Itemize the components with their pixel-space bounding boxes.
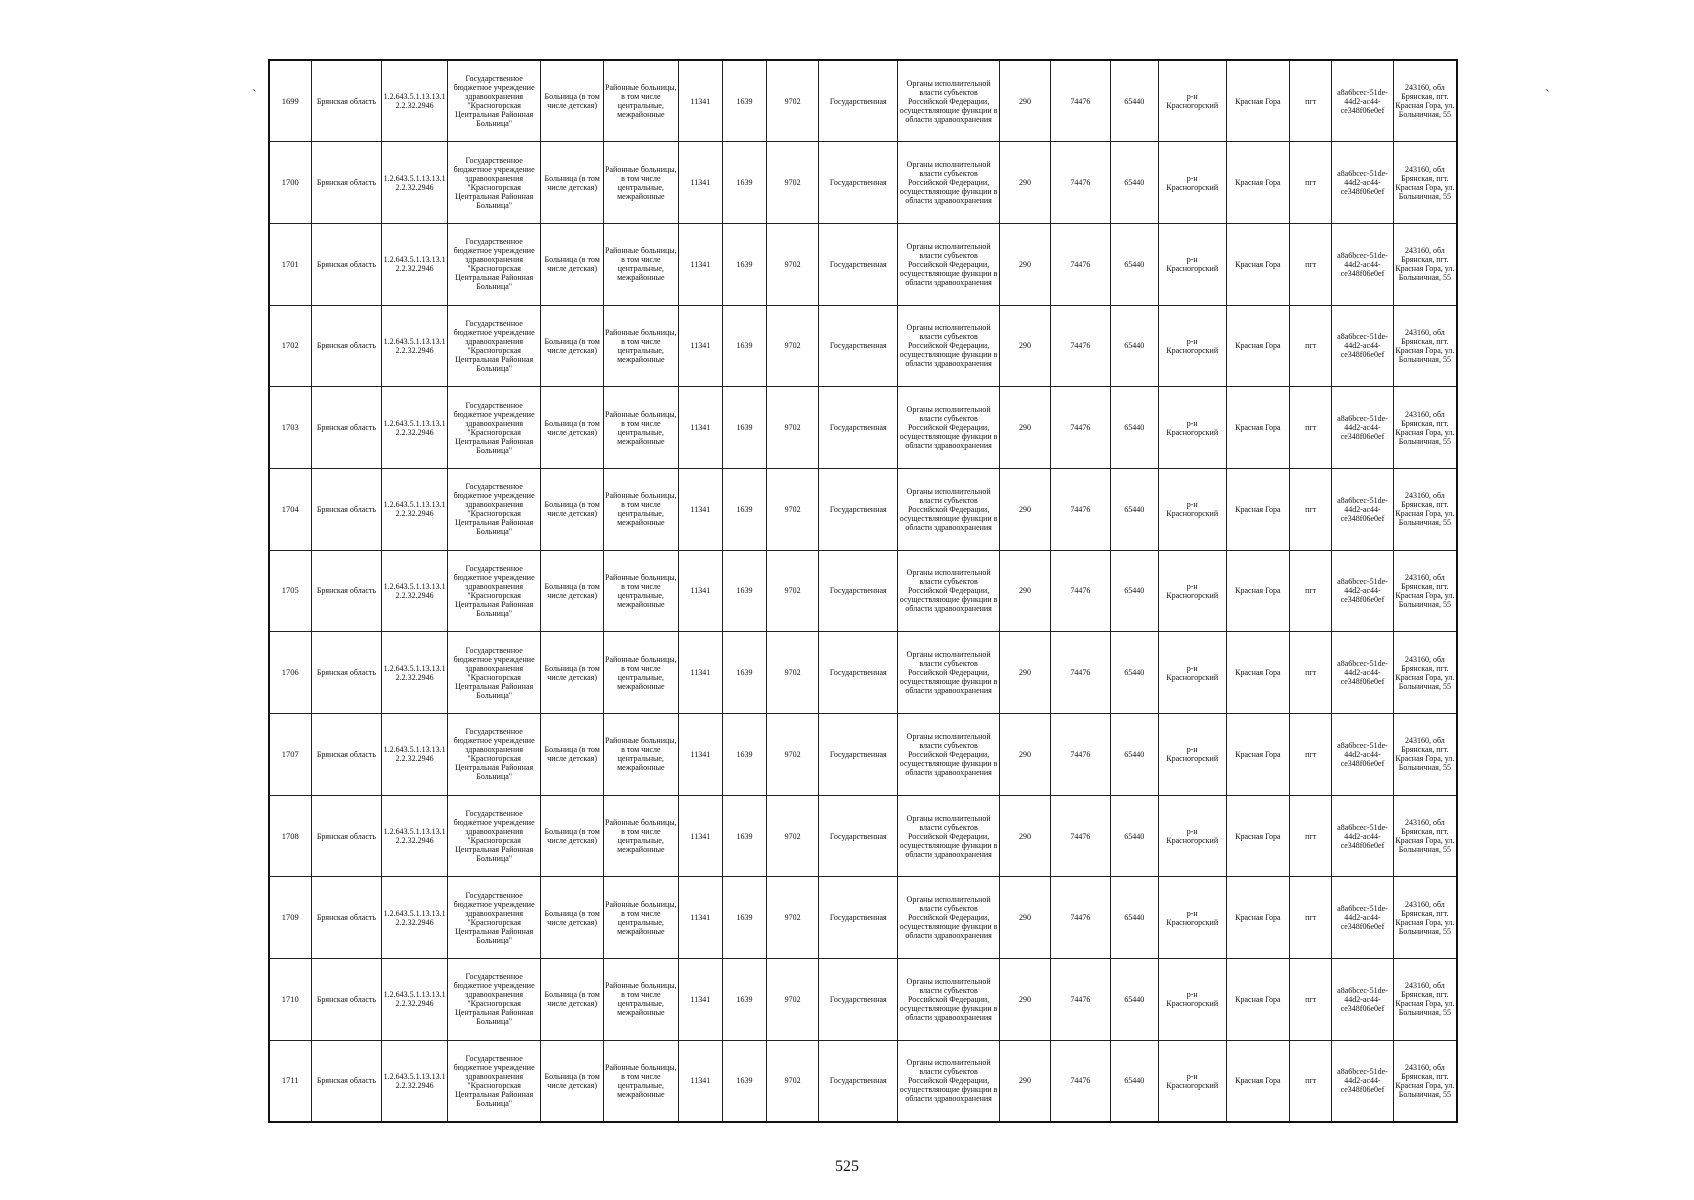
code3-cell: 9702 xyxy=(767,60,819,142)
table-row xyxy=(269,714,1457,796)
address-cell: 243160, обл Брянская, пгт. Красная Гора, ул. Больничная, 55 xyxy=(1393,714,1457,796)
code6-cell: 65440 xyxy=(1110,1040,1158,1122)
organization-name-cell: Государственное бюджетное учреждение здравоохранения "Красногорская Центральная Районная Больница" xyxy=(447,223,540,305)
ownership-cell: Государственная xyxy=(819,468,898,550)
organization-name-cell: Государственное бюджетное учреждение здравоохранения "Красногорская Центральная Районная Больница" xyxy=(447,468,540,550)
code1-cell: 11341 xyxy=(678,959,722,1041)
guid-cell: a8a6bcec-51de-44d2-ac44-ce348f06e0ef xyxy=(1332,223,1394,305)
row-number-cell: 1703 xyxy=(269,387,311,469)
region-cell: Брянская область xyxy=(311,60,382,142)
organization-name-cell: Государственное бюджетное учреждение здравоохранения "Красногорская Центральная Районная Больница" xyxy=(447,795,540,877)
table-row xyxy=(269,877,1457,959)
code3-cell: 9702 xyxy=(767,959,819,1041)
address-cell: 243160, обл Брянская, пгт. Красная Гора, ул. Больничная, 55 xyxy=(1393,223,1457,305)
oid-cell: 1.2.643.5.1.13.13.12.2.32.2946 xyxy=(382,468,448,550)
table-row xyxy=(269,1040,1457,1122)
facility-subtype-cell: Районные больницы, в том числе центральные, межрайонные xyxy=(603,714,678,796)
scan-mark-right: ` xyxy=(1545,88,1550,103)
oid-cell: 1.2.643.5.1.13.13.12.2.32.2946 xyxy=(382,632,448,714)
settlement-cell: Красная Гора xyxy=(1226,877,1290,959)
district-cell: р-н Красногорский xyxy=(1158,714,1226,796)
code6-cell: 65440 xyxy=(1110,877,1158,959)
facility-subtype-cell: Районные больницы, в том числе центральные, межрайонные xyxy=(603,468,678,550)
guid-cell: a8a6bcec-51de-44d2-ac44-ce348f06e0ef xyxy=(1332,387,1394,469)
organization-name-cell: Государственное бюджетное учреждение здравоохранения "Красногорская Центральная Районная Больница" xyxy=(447,387,540,469)
ownership-cell: Государственная xyxy=(819,142,898,224)
code4-cell: 290 xyxy=(999,550,1050,632)
code5-cell: 74476 xyxy=(1051,142,1111,224)
table-row xyxy=(269,632,1457,714)
district-cell: р-н Красногорский xyxy=(1158,468,1226,550)
settlement-type-cell: пгт xyxy=(1290,877,1332,959)
settlement-type-cell: пгт xyxy=(1290,959,1332,1041)
region-cell: Брянская область xyxy=(311,877,382,959)
code1-cell: 11341 xyxy=(678,1040,722,1122)
row-number-cell: 1704 xyxy=(269,468,311,550)
code4-cell: 290 xyxy=(999,877,1050,959)
row-number-cell: 1711 xyxy=(269,1040,311,1122)
code4-cell: 290 xyxy=(999,1040,1050,1122)
settlement-cell: Красная Гора xyxy=(1226,550,1290,632)
organization-name-cell: Государственное бюджетное учреждение здравоохранения "Красногорская Центральная Районная Больница" xyxy=(447,142,540,224)
settlement-type-cell: пгт xyxy=(1290,305,1332,387)
facility-type-cell: Больница (в том числе детская) xyxy=(541,877,604,959)
region-cell: Брянская область xyxy=(311,959,382,1041)
table-row xyxy=(269,795,1457,877)
code3-cell: 9702 xyxy=(767,714,819,796)
facility-subtype-cell: Районные больницы, в том числе центральные, межрайонные xyxy=(603,142,678,224)
facility-subtype-cell: Районные больницы, в том числе центральные, межрайонные xyxy=(603,795,678,877)
code6-cell: 65440 xyxy=(1110,795,1158,877)
organization-name-cell: Государственное бюджетное учреждение здравоохранения "Красногорская Центральная Районная Больница" xyxy=(447,1040,540,1122)
organization-name-cell: Государственное бюджетное учреждение здравоохранения "Красногорская Центральная Районная Больница" xyxy=(447,877,540,959)
code5-cell: 74476 xyxy=(1051,877,1111,959)
organization-name-cell: Государственное бюджетное учреждение здравоохранения "Красногорская Центральная Районная Больница" xyxy=(447,550,540,632)
guid-cell: a8a6bcec-51de-44d2-ac44-ce348f06e0ef xyxy=(1332,1040,1394,1122)
settlement-cell: Красная Гора xyxy=(1226,1040,1290,1122)
authority-cell: Органы исполнительной власти субъектов Российской Федерации, осуществляющие функции в области здравоохранения xyxy=(898,1040,1000,1122)
code1-cell: 11341 xyxy=(678,632,722,714)
guid-cell: a8a6bcec-51de-44d2-ac44-ce348f06e0ef xyxy=(1332,550,1394,632)
district-cell: р-н Красногорский xyxy=(1158,550,1226,632)
authority-cell: Органы исполнительной власти субъектов Российской Федерации, осуществляющие функции в области здравоохранения xyxy=(898,795,1000,877)
district-cell: р-н Красногорский xyxy=(1158,305,1226,387)
code6-cell: 65440 xyxy=(1110,714,1158,796)
settlement-type-cell: пгт xyxy=(1290,142,1332,224)
code3-cell: 9702 xyxy=(767,795,819,877)
oid-cell: 1.2.643.5.1.13.13.12.2.32.2946 xyxy=(382,60,448,142)
facility-type-cell: Больница (в том числе детская) xyxy=(541,632,604,714)
code1-cell: 11341 xyxy=(678,714,722,796)
code6-cell: 65440 xyxy=(1110,305,1158,387)
code4-cell: 290 xyxy=(999,387,1050,469)
region-cell: Брянская область xyxy=(311,632,382,714)
facility-subtype-cell: Районные больницы, в том числе центральные, межрайонные xyxy=(603,1040,678,1122)
code3-cell: 9702 xyxy=(767,305,819,387)
settlement-type-cell: пгт xyxy=(1290,223,1332,305)
code5-cell: 74476 xyxy=(1051,714,1111,796)
guid-cell: a8a6bcec-51de-44d2-ac44-ce348f06e0ef xyxy=(1332,468,1394,550)
code5-cell: 74476 xyxy=(1051,60,1111,142)
authority-cell: Органы исполнительной власти субъектов Российской Федерации, осуществляющие функции в области здравоохранения xyxy=(898,959,1000,1041)
facility-type-cell: Больница (в том числе детская) xyxy=(541,795,604,877)
settlement-type-cell: пгт xyxy=(1290,1040,1332,1122)
guid-cell: a8a6bcec-51de-44d2-ac44-ce348f06e0ef xyxy=(1332,142,1394,224)
code3-cell: 9702 xyxy=(767,877,819,959)
ownership-cell: Государственная xyxy=(819,632,898,714)
facility-subtype-cell: Районные больницы, в том числе центральные, межрайонные xyxy=(603,632,678,714)
facility-type-cell: Больница (в том числе детская) xyxy=(541,142,604,224)
authority-cell: Органы исполнительной власти субъектов Российской Федерации, осуществляющие функции в области здравоохранения xyxy=(898,468,1000,550)
code1-cell: 11341 xyxy=(678,468,722,550)
settlement-cell: Красная Гора xyxy=(1226,959,1290,1041)
region-cell: Брянская область xyxy=(311,223,382,305)
district-cell: р-н Красногорский xyxy=(1158,795,1226,877)
oid-cell: 1.2.643.5.1.13.13.12.2.32.2946 xyxy=(382,1040,448,1122)
code4-cell: 290 xyxy=(999,795,1050,877)
code4-cell: 290 xyxy=(999,714,1050,796)
code2-cell: 1639 xyxy=(722,959,766,1041)
ownership-cell: Государственная xyxy=(819,1040,898,1122)
code5-cell: 74476 xyxy=(1051,959,1111,1041)
district-cell: р-н Красногорский xyxy=(1158,877,1226,959)
facility-subtype-cell: Районные больницы, в том числе центральные, межрайонные xyxy=(603,223,678,305)
organization-name-cell: Государственное бюджетное учреждение здравоохранения "Красногорская Центральная Районная Больница" xyxy=(447,714,540,796)
facility-type-cell: Больница (в том числе детская) xyxy=(541,60,604,142)
guid-cell: a8a6bcec-51de-44d2-ac44-ce348f06e0ef xyxy=(1332,877,1394,959)
code2-cell: 1639 xyxy=(722,795,766,877)
settlement-cell: Красная Гора xyxy=(1226,142,1290,224)
region-cell: Брянская область xyxy=(311,795,382,877)
code2-cell: 1639 xyxy=(722,305,766,387)
ownership-cell: Государственная xyxy=(819,795,898,877)
code5-cell: 74476 xyxy=(1051,632,1111,714)
facility-subtype-cell: Районные больницы, в том числе центральные, межрайонные xyxy=(603,550,678,632)
settlement-type-cell: пгт xyxy=(1290,60,1332,142)
authority-cell: Органы исполнительной власти субъектов Российской Федерации, осуществляющие функции в области здравоохранения xyxy=(898,387,1000,469)
oid-cell: 1.2.643.5.1.13.13.12.2.32.2946 xyxy=(382,795,448,877)
district-cell: р-н Красногорский xyxy=(1158,142,1226,224)
table-row xyxy=(269,60,1457,142)
guid-cell: a8a6bcec-51de-44d2-ac44-ce348f06e0ef xyxy=(1332,305,1394,387)
address-cell: 243160, обл Брянская, пгт. Красная Гора, ул. Больничная, 55 xyxy=(1393,550,1457,632)
code2-cell: 1639 xyxy=(722,877,766,959)
code1-cell: 11341 xyxy=(678,387,722,469)
ownership-cell: Государственная xyxy=(819,877,898,959)
ownership-cell: Государственная xyxy=(819,60,898,142)
table-row xyxy=(269,959,1457,1041)
code5-cell: 74476 xyxy=(1051,550,1111,632)
code2-cell: 1639 xyxy=(722,60,766,142)
authority-cell: Органы исполнительной власти субъектов Российской Федерации, осуществляющие функции в области здравоохранения xyxy=(898,550,1000,632)
ownership-cell: Государственная xyxy=(819,305,898,387)
address-cell: 243160, обл Брянская, пгт. Красная Гора, ул. Больничная, 55 xyxy=(1393,60,1457,142)
guid-cell: a8a6bcec-51de-44d2-ac44-ce348f06e0ef xyxy=(1332,959,1394,1041)
ownership-cell: Государственная xyxy=(819,550,898,632)
code3-cell: 9702 xyxy=(767,468,819,550)
district-cell: р-н Красногорский xyxy=(1158,959,1226,1041)
ownership-cell: Государственная xyxy=(819,223,898,305)
district-cell: р-н Красногорский xyxy=(1158,1040,1226,1122)
code6-cell: 65440 xyxy=(1110,60,1158,142)
row-number-cell: 1705 xyxy=(269,550,311,632)
code3-cell: 9702 xyxy=(767,387,819,469)
settlement-type-cell: пгт xyxy=(1290,714,1332,796)
row-number-cell: 1710 xyxy=(269,959,311,1041)
row-number-cell: 1707 xyxy=(269,714,311,796)
address-cell: 243160, обл Брянская, пгт. Красная Гора, ул. Больничная, 55 xyxy=(1393,877,1457,959)
district-cell: р-н Красногорский xyxy=(1158,60,1226,142)
table-row xyxy=(269,223,1457,305)
facility-type-cell: Больница (в том числе детская) xyxy=(541,305,604,387)
settlement-cell: Красная Гора xyxy=(1226,387,1290,469)
guid-cell: a8a6bcec-51de-44d2-ac44-ce348f06e0ef xyxy=(1332,632,1394,714)
authority-cell: Органы исполнительной власти субъектов Российской Федерации, осуществляющие функции в области здравоохранения xyxy=(898,714,1000,796)
facility-type-cell: Больница (в том числе детская) xyxy=(541,1040,604,1122)
oid-cell: 1.2.643.5.1.13.13.12.2.32.2946 xyxy=(382,305,448,387)
table-row xyxy=(269,142,1457,224)
code4-cell: 290 xyxy=(999,305,1050,387)
address-cell: 243160, обл Брянская, пгт. Красная Гора, ул. Больничная, 55 xyxy=(1393,468,1457,550)
code1-cell: 11341 xyxy=(678,550,722,632)
address-cell: 243160, обл Брянская, пгт. Красная Гора, ул. Больничная, 55 xyxy=(1393,387,1457,469)
code4-cell: 290 xyxy=(999,632,1050,714)
facility-subtype-cell: Районные больницы, в том числе центральные, межрайонные xyxy=(603,60,678,142)
code1-cell: 11341 xyxy=(678,795,722,877)
code6-cell: 65440 xyxy=(1110,142,1158,224)
facility-type-cell: Больница (в том числе детская) xyxy=(541,223,604,305)
address-cell: 243160, обл Брянская, пгт. Красная Гора, ул. Больничная, 55 xyxy=(1393,632,1457,714)
code6-cell: 65440 xyxy=(1110,632,1158,714)
code1-cell: 11341 xyxy=(678,223,722,305)
oid-cell: 1.2.643.5.1.13.13.12.2.32.2946 xyxy=(382,714,448,796)
facility-subtype-cell: Районные больницы, в том числе центральные, межрайонные xyxy=(603,959,678,1041)
code6-cell: 65440 xyxy=(1110,468,1158,550)
authority-cell: Органы исполнительной власти субъектов Российской Федерации, осуществляющие функции в области здравоохранения xyxy=(898,305,1000,387)
district-cell: р-н Красногорский xyxy=(1158,223,1226,305)
settlement-cell: Красная Гора xyxy=(1226,714,1290,796)
authority-cell: Органы исполнительной власти субъектов Российской Федерации, осуществляющие функции в области здравоохранения xyxy=(898,632,1000,714)
facility-subtype-cell: Районные больницы, в том числе центральные, межрайонные xyxy=(603,877,678,959)
code6-cell: 65440 xyxy=(1110,387,1158,469)
settlement-cell: Красная Гора xyxy=(1226,305,1290,387)
settlement-type-cell: пгт xyxy=(1290,468,1332,550)
row-number-cell: 1706 xyxy=(269,632,311,714)
region-cell: Брянская область xyxy=(311,1040,382,1122)
table-row xyxy=(269,305,1457,387)
ownership-cell: Государственная xyxy=(819,387,898,469)
organization-name-cell: Государственное бюджетное учреждение здравоохранения "Красногорская Центральная Районная Больница" xyxy=(447,959,540,1041)
code2-cell: 1639 xyxy=(722,142,766,224)
code5-cell: 74476 xyxy=(1051,468,1111,550)
guid-cell: a8a6bcec-51de-44d2-ac44-ce348f06e0ef xyxy=(1332,60,1394,142)
authority-cell: Органы исполнительной власти субъектов Российской Федерации, осуществляющие функции в области здравоохранения xyxy=(898,60,1000,142)
oid-cell: 1.2.643.5.1.13.13.12.2.32.2946 xyxy=(382,142,448,224)
code4-cell: 290 xyxy=(999,60,1050,142)
facility-type-cell: Больница (в том числе детская) xyxy=(541,959,604,1041)
code1-cell: 11341 xyxy=(678,877,722,959)
code4-cell: 290 xyxy=(999,468,1050,550)
code4-cell: 290 xyxy=(999,959,1050,1041)
address-cell: 243160, обл Брянская, пгт. Красная Гора, ул. Больничная, 55 xyxy=(1393,305,1457,387)
code3-cell: 9702 xyxy=(767,223,819,305)
code5-cell: 74476 xyxy=(1051,795,1111,877)
ownership-cell: Государственная xyxy=(819,959,898,1041)
organization-name-cell: Государственное бюджетное учреждение здравоохранения "Красногорская Центральная Районная Больница" xyxy=(447,305,540,387)
district-cell: р-н Красногорский xyxy=(1158,632,1226,714)
code6-cell: 65440 xyxy=(1110,959,1158,1041)
oid-cell: 1.2.643.5.1.13.13.12.2.32.2946 xyxy=(382,877,448,959)
facility-subtype-cell: Районные больницы, в том числе центральные, межрайонные xyxy=(603,305,678,387)
settlement-type-cell: пгт xyxy=(1290,387,1332,469)
settlement-cell: Красная Гора xyxy=(1226,468,1290,550)
code2-cell: 1639 xyxy=(722,550,766,632)
code1-cell: 11341 xyxy=(678,305,722,387)
code2-cell: 1639 xyxy=(722,223,766,305)
code4-cell: 290 xyxy=(999,142,1050,224)
region-cell: Брянская область xyxy=(311,468,382,550)
settlement-type-cell: пгт xyxy=(1290,795,1332,877)
authority-cell: Органы исполнительной власти субъектов Российской Федерации, осуществляющие функции в области здравоохранения xyxy=(898,142,1000,224)
code1-cell: 11341 xyxy=(678,60,722,142)
region-cell: Брянская область xyxy=(311,305,382,387)
settlement-type-cell: пгт xyxy=(1290,632,1332,714)
region-cell: Брянская область xyxy=(311,142,382,224)
region-cell: Брянская область xyxy=(311,714,382,796)
guid-cell: a8a6bcec-51de-44d2-ac44-ce348f06e0ef xyxy=(1332,795,1394,877)
facility-type-cell: Больница (в том числе детская) xyxy=(541,550,604,632)
district-cell: р-н Красногорский xyxy=(1158,387,1226,469)
settlement-type-cell: пгт xyxy=(1290,550,1332,632)
code3-cell: 9702 xyxy=(767,1040,819,1122)
oid-cell: 1.2.643.5.1.13.13.12.2.32.2946 xyxy=(382,387,448,469)
settlement-cell: Красная Гора xyxy=(1226,223,1290,305)
code3-cell: 9702 xyxy=(767,550,819,632)
region-cell: Брянская область xyxy=(311,550,382,632)
code6-cell: 65440 xyxy=(1110,223,1158,305)
code6-cell: 65440 xyxy=(1110,550,1158,632)
settlement-cell: Красная Гора xyxy=(1226,632,1290,714)
oid-cell: 1.2.643.5.1.13.13.12.2.32.2946 xyxy=(382,959,448,1041)
code5-cell: 74476 xyxy=(1051,305,1111,387)
row-number-cell: 1702 xyxy=(269,305,311,387)
scan-mark-left: ` xyxy=(252,88,257,103)
code3-cell: 9702 xyxy=(767,632,819,714)
page-number: 525 xyxy=(835,1158,859,1175)
code1-cell: 11341 xyxy=(678,142,722,224)
facility-type-cell: Больница (в том числе детская) xyxy=(541,387,604,469)
code5-cell: 74476 xyxy=(1051,387,1111,469)
facility-subtype-cell: Районные больницы, в том числе центральные, межрайонные xyxy=(603,387,678,469)
region-cell: Брянская область xyxy=(311,387,382,469)
code5-cell: 74476 xyxy=(1051,1040,1111,1122)
settlement-cell: Красная Гора xyxy=(1226,60,1290,142)
row-number-cell: 1709 xyxy=(269,877,311,959)
organization-name-cell: Государственное бюджетное учреждение здравоохранения "Красногорская Центральная Районная Больница" xyxy=(447,60,540,142)
facility-type-cell: Больница (в том числе детская) xyxy=(541,468,604,550)
address-cell: 243160, обл Брянская, пгт. Красная Гора, ул. Больничная, 55 xyxy=(1393,142,1457,224)
row-number-cell: 1699 xyxy=(269,60,311,142)
address-cell: 243160, обл Брянская, пгт. Красная Гора, ул. Больничная, 55 xyxy=(1393,1040,1457,1122)
address-cell: 243160, обл Брянская, пгт. Красная Гора, ул. Больничная, 55 xyxy=(1393,959,1457,1041)
oid-cell: 1.2.643.5.1.13.13.12.2.32.2946 xyxy=(382,550,448,632)
code2-cell: 1639 xyxy=(722,632,766,714)
facility-type-cell: Больница (в том числе детская) xyxy=(541,714,604,796)
ownership-cell: Государственная xyxy=(819,714,898,796)
row-number-cell: 1708 xyxy=(269,795,311,877)
table-row xyxy=(269,550,1457,632)
settlement-cell: Красная Гора xyxy=(1226,795,1290,877)
code2-cell: 1639 xyxy=(722,714,766,796)
address-cell: 243160, обл Брянская, пгт. Красная Гора, ул. Больничная, 55 xyxy=(1393,795,1457,877)
oid-cell: 1.2.643.5.1.13.13.12.2.32.2946 xyxy=(382,223,448,305)
guid-cell: a8a6bcec-51de-44d2-ac44-ce348f06e0ef xyxy=(1332,714,1394,796)
code4-cell: 290 xyxy=(999,223,1050,305)
code2-cell: 1639 xyxy=(722,387,766,469)
code3-cell: 9702 xyxy=(767,142,819,224)
code2-cell: 1639 xyxy=(722,468,766,550)
code5-cell: 74476 xyxy=(1051,223,1111,305)
registry-table xyxy=(268,59,1458,1123)
table-row xyxy=(269,387,1457,469)
code2-cell: 1639 xyxy=(722,1040,766,1122)
table-row xyxy=(269,468,1457,550)
organization-name-cell: Государственное бюджетное учреждение здравоохранения "Красногорская Центральная Районная Больница" xyxy=(447,632,540,714)
authority-cell: Органы исполнительной власти субъектов Российской Федерации, осуществляющие функции в области здравоохранения xyxy=(898,877,1000,959)
row-number-cell: 1701 xyxy=(269,223,311,305)
row-number-cell: 1700 xyxy=(269,142,311,224)
authority-cell: Органы исполнительной власти субъектов Российской Федерации, осуществляющие функции в области здравоохранения xyxy=(898,223,1000,305)
